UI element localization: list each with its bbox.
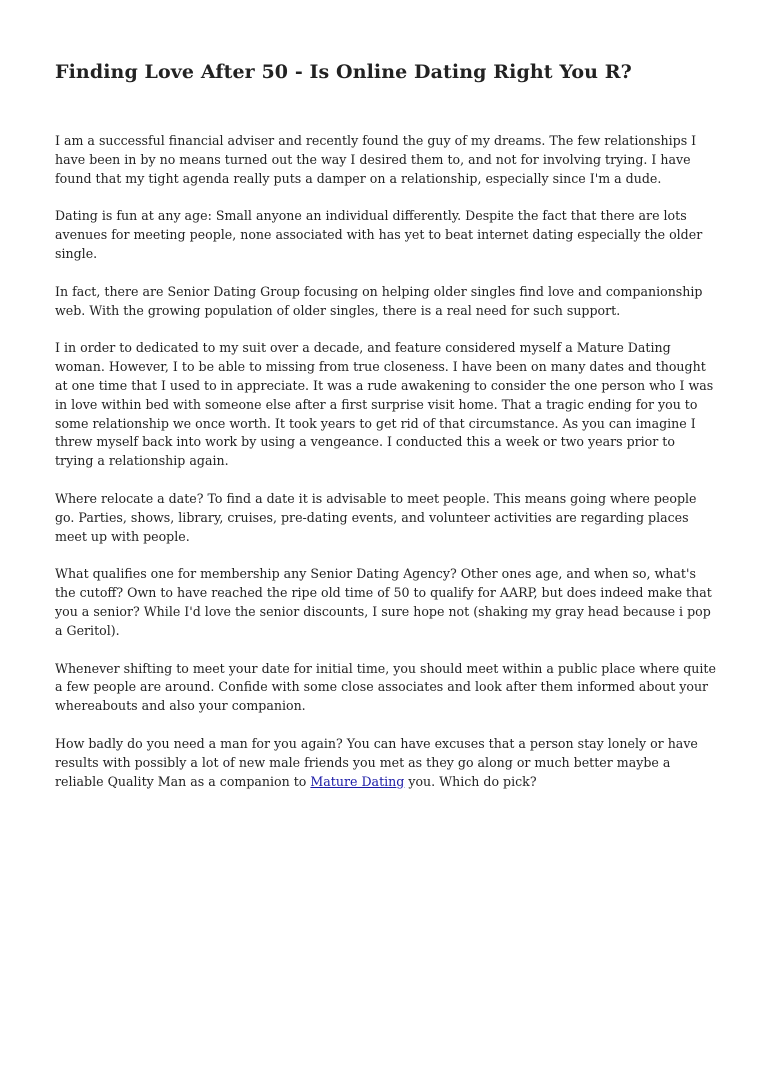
paragraph-5: Where relocate a date? To find a date it is advisable to meet people. This means going where people go. Parties, shows, library, cruises, pre-dating events, and volunteer activities are regarding places meet up with people. [55,490,697,544]
document-title: Finding Love After 50 - Is Online Dating Right You R? [55,61,632,83]
paragraph-8 [55,735,716,791]
paragraph-4: I in order to dedicated to my suit over a decade, and feature considered myself a Mature Dating woman. However, I to be able to missing from true closeness. I have been on many dates and thought at one time that I used to in appreciate. It was a rude awakening to consider the one person who I was in love within bed with someone else after a first surprise visit home. That a tragic ending for you to some relationship we once worth. It took years to get rid of that circumstance. As you can imagine I threw myself back into work by using a vengeance. I conducted this a week or two years prior to trying a relationship again. [55,340,714,469]
paragraph-2: Dating is fun at any age: Small anyone an individual differently. Despite the fact that there are lots avenues for meeting people, none associated with has yet to beat internet dating especially the older single. [55,208,703,261]
paragraph-3: In fact, there are Senior Dating Group focusing on helping older singles find love and companionship web. With the growing population of older singles, there is a real need for such support. [55,283,703,318]
paragraph-1: I am a successful financial adviser and recently found the guy of my dreams. The few relationships I have been in by no means turned out the way I desired them to, and not for involving trying. I have found that my tight agenda really puts a damper on a relationship, especially since I'm a dude. [55,133,697,186]
paragraph-6: What qualifies one for membership any Senior Dating Agency? Other ones age, and when so, what's the cutoff? Own to have reached the ripe old time of 50 to qualify for AARP, but does indeed make that you a senior? While I'd love the senior discounts, I sure hope not (shaking my gray head because i pop a Geritol). [55,566,712,638]
paragraph-7: Whenever shifting to meet your date for initial time, you should meet within a public place where quite a few people are around. Confide with some close associates and look after them informed about your whereabouts and also your companion. [55,660,716,714]
mature-dating-link[interactable]: Mature Dating [310,773,405,789]
paragraph-8-text-after-link: you. Which do pick? [404,773,537,789]
paragraph-8-text-before-link: How badly do you need a man for you again? You can have excuses that a person stay lonely or have results with possibly a lot of new male friends you met as they go along or much better maybe a reliable Quality Man as a companion to [55,735,698,789]
